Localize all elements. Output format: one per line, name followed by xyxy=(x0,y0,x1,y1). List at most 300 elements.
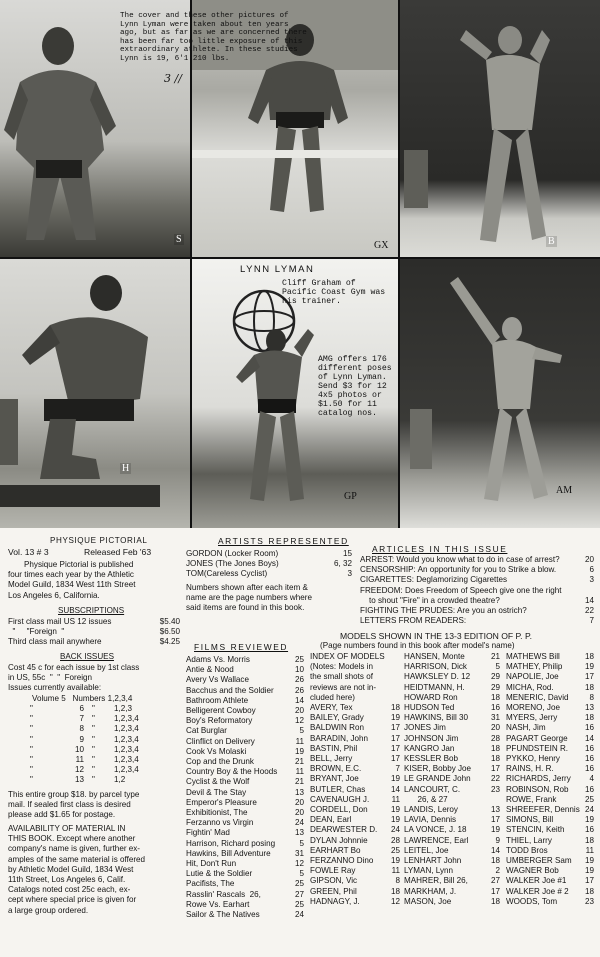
page-number: 13 xyxy=(294,787,304,797)
pencil-note: 3 // xyxy=(164,72,182,85)
film-row xyxy=(186,696,304,706)
back-issue-row xyxy=(30,745,180,755)
model-row xyxy=(506,734,594,744)
entry-name: RICHARDS, Jerry xyxy=(506,774,571,784)
page-number: 13 xyxy=(490,805,500,815)
back-issue-cell: " xyxy=(30,714,33,724)
availability-line: Catalogs noted cost 25c each, ex- xyxy=(8,885,131,895)
entry-name: GIPSON, Vic xyxy=(310,876,358,886)
entry-name: SHREEFER, Dennis xyxy=(506,805,580,815)
page-number: 5 xyxy=(299,838,304,848)
entry-name: Fightin' Mad xyxy=(186,828,230,838)
entry-name: HUDSON Ted xyxy=(404,703,455,713)
back-issue-cell: " xyxy=(92,704,95,713)
note-line: mail. If sealed first class is desired xyxy=(8,800,131,810)
note-line: please add $1.65 for postage. xyxy=(8,810,116,820)
description-line: Physique Pictorial is published xyxy=(24,560,134,569)
page-number: 29 xyxy=(490,672,500,682)
artists-list xyxy=(186,549,352,580)
page-number: 14 xyxy=(294,695,304,705)
entry-name: Harrison, Richard posing xyxy=(186,838,276,848)
back-issues-line: in US, 55c " " Foreign xyxy=(8,673,93,683)
initial-label: S xyxy=(176,234,182,245)
page-number: 18 xyxy=(390,886,400,896)
page-number: 20 xyxy=(584,555,594,564)
page-number: 11 xyxy=(585,845,594,855)
entry-name: Cop and the Drunk xyxy=(186,757,254,767)
back-issue-cell: " xyxy=(30,734,33,744)
page-number: 18 xyxy=(490,896,500,906)
page-number: 14 xyxy=(390,784,400,794)
availability-line: a large group ordered. xyxy=(8,905,89,915)
entry-name: WALKER Joe #1 xyxy=(506,876,567,886)
entry-name: SIMONS, Bill xyxy=(506,815,554,825)
back-issue-cell: " xyxy=(92,734,95,744)
page-number: 24 xyxy=(584,805,594,815)
subscription-row xyxy=(8,637,180,647)
back-issues-intro xyxy=(8,663,186,704)
index-note-line: the small shots of xyxy=(310,672,373,682)
film-row xyxy=(186,890,304,900)
figure-silhouette xyxy=(400,0,600,257)
subscriptions-heading: SUBSCRIPTIONS xyxy=(58,606,125,615)
model-row xyxy=(506,774,594,784)
back-issue-cell: 10 xyxy=(74,744,84,754)
back-issue-cell: 9 xyxy=(79,734,84,744)
model-row xyxy=(506,672,594,682)
models-heading: MODELS SHOWN IN THE 13-3 EDITION OF P. P. xyxy=(340,631,532,641)
page-number: 16 xyxy=(490,703,500,713)
page-number: 29 xyxy=(490,682,500,692)
entry-name: MASON, Joe xyxy=(404,896,452,906)
subscription-type: First class mail US 12 issues xyxy=(8,617,112,626)
page-number: 19 xyxy=(390,774,400,784)
entry-name: KANGRO Jan xyxy=(404,743,455,753)
model-row xyxy=(310,856,400,866)
initial-label: GP xyxy=(344,491,357,502)
page-number: 19 xyxy=(584,866,594,876)
page-number: 17 xyxy=(390,733,400,743)
entry-name: Emperor's Pleasure xyxy=(186,797,257,807)
back-issue-cell: 1,2,3,4 xyxy=(114,755,139,765)
models-column-3 xyxy=(506,652,594,907)
page-number: 17 xyxy=(490,886,500,896)
film-row xyxy=(186,910,304,920)
back-issue-cell: 11 xyxy=(75,755,84,765)
entry-name: LAWRENCE, Earl xyxy=(404,835,469,845)
back-issues-volume: Volume 5 Numbers 1,2,3,4 xyxy=(32,693,133,703)
model-row xyxy=(404,774,500,784)
entry-name: MAHRER, Bill 26, xyxy=(404,876,468,886)
page-number: 3 xyxy=(347,569,352,579)
page-number: 24 xyxy=(294,818,304,828)
model-row xyxy=(404,856,500,866)
subscription-price: $5.40 xyxy=(159,617,180,626)
back-issue-row xyxy=(30,755,180,765)
back-issue-row xyxy=(30,714,180,724)
entry-name: BELL, Jerry xyxy=(310,754,353,764)
back-issues-heading: BACK ISSUES xyxy=(60,652,114,661)
page-number: 11 xyxy=(295,767,304,777)
initial-label: B xyxy=(548,236,555,247)
subscriptions-table xyxy=(8,617,180,648)
entry-name: Rowe Vs. Earhart xyxy=(186,899,250,909)
page-number: 28 xyxy=(490,733,500,743)
page-number: 11 xyxy=(295,736,304,746)
model-row xyxy=(404,825,500,835)
model-row xyxy=(506,652,594,662)
page-number: 18 xyxy=(584,886,594,896)
page-number: 18 xyxy=(584,835,594,845)
model-row xyxy=(404,785,500,795)
availability-line: cept where special price is given for xyxy=(8,895,137,905)
entry-name: MATHEY, Philip xyxy=(506,662,563,672)
entry-name: ROBINSON, Rob xyxy=(506,784,569,794)
article-row xyxy=(360,586,594,596)
entry-name: CORDELL, Don xyxy=(310,805,368,815)
page-number: 27 xyxy=(294,889,304,899)
entry-name: DEARWESTER D. xyxy=(310,825,378,835)
back-issue-cell: 1,2,3,4 xyxy=(114,765,139,775)
back-issue-cell: 6 xyxy=(79,704,84,713)
model-row xyxy=(404,703,500,713)
model-row xyxy=(404,805,500,815)
page-number: 17 xyxy=(390,754,400,764)
models-column-2 xyxy=(404,652,500,907)
page-number: 8 xyxy=(589,692,594,702)
availability-section xyxy=(8,824,188,916)
page-number: 18 xyxy=(584,652,594,661)
entry-name: HAWKINS, Bill 30 xyxy=(404,713,469,723)
index-note-line: reviews are not in- xyxy=(310,682,377,692)
model-row xyxy=(404,744,500,754)
artists-heading: ARTISTS REPRESENTED xyxy=(218,536,349,546)
page-number: 17 xyxy=(490,764,500,774)
page-number: 19 xyxy=(584,815,594,825)
note-line: This entire group $18. by parcel type xyxy=(8,790,140,799)
film-row xyxy=(186,665,304,675)
article-row xyxy=(360,565,594,575)
model-row xyxy=(310,876,400,886)
page-number: 23 xyxy=(490,784,500,794)
entry-name: MYERS, Jerry xyxy=(506,713,558,723)
page-number: 25 xyxy=(584,794,594,804)
model-row xyxy=(310,785,400,795)
entry-name: Belligerent Cowboy xyxy=(186,706,256,716)
model-row xyxy=(506,815,594,825)
photo-h xyxy=(0,259,190,528)
masthead-title: PHYSIQUE PICTORIAL xyxy=(50,536,148,545)
photo-b xyxy=(400,0,600,257)
description-line: Model Guild, 1834 West 11th Street xyxy=(8,580,136,590)
film-row xyxy=(186,849,304,859)
page-number: 16 xyxy=(584,743,594,753)
article-row xyxy=(360,596,594,606)
film-row xyxy=(186,798,304,808)
model-row xyxy=(310,887,400,897)
page-number: 15 xyxy=(342,549,352,558)
entry-name: CIGARETTES: Deglamorizing Cigarettes xyxy=(360,575,508,585)
model-row xyxy=(310,836,400,846)
model-row xyxy=(310,825,400,835)
entry-name: RAINS, H. R. xyxy=(506,764,554,774)
entry-name: STENCIN, Keith xyxy=(506,825,565,835)
index-sheet xyxy=(0,528,600,957)
subscription-row xyxy=(8,617,180,627)
back-issue-row xyxy=(30,704,180,714)
entry-name: Hit, Don't Run xyxy=(186,859,237,869)
entry-name: BASTIN, Phil xyxy=(310,743,358,753)
model-row xyxy=(506,897,594,907)
page-number: 17 xyxy=(490,815,500,825)
trainer-caption: Cliff Graham of Pacific Coast Gym was his trainer. xyxy=(282,279,386,306)
back-issue-cell: " xyxy=(92,724,95,734)
initial-label: AM xyxy=(556,485,573,496)
entry-name: BUTLER, Chas xyxy=(310,784,366,794)
entry-name: Devil & The Stay xyxy=(186,787,247,797)
entry-name: HARRISON, Dick xyxy=(404,662,467,672)
model-row xyxy=(404,846,500,856)
model-row xyxy=(506,683,594,693)
artist-row xyxy=(186,549,352,559)
film-row xyxy=(186,818,304,828)
page-number: 25 xyxy=(294,899,304,909)
page-number: 26 xyxy=(294,675,304,685)
artist-row xyxy=(186,569,352,579)
entry-name: Hawkins, Bill Adventure xyxy=(186,848,271,858)
index-note-line: (Notes: Models in xyxy=(310,662,373,672)
entry-name: KISER, Bobby Joe xyxy=(404,764,472,774)
entry-name: DEAN, Earl xyxy=(310,815,352,825)
page-number: 2 xyxy=(495,866,500,876)
page-number: 21 xyxy=(294,757,304,767)
model-row xyxy=(404,683,500,693)
entry-name: TODD Bros xyxy=(506,845,548,855)
page-number: 24 xyxy=(390,825,400,835)
page-number: 20 xyxy=(294,797,304,807)
page-number: 18 xyxy=(584,713,594,723)
model-row xyxy=(404,652,500,662)
back-issue-cell: 1,2,3,4 xyxy=(114,734,139,744)
page-number: 25 xyxy=(390,845,400,855)
page-number: 19 xyxy=(390,805,400,815)
back-issues-table xyxy=(30,704,180,786)
availability-line: company's name is given, further ex- xyxy=(8,844,141,854)
film-row xyxy=(186,839,304,849)
film-row xyxy=(186,900,304,910)
model-row xyxy=(404,887,500,897)
model-row xyxy=(404,754,500,764)
page-number: 31 xyxy=(490,713,500,723)
artists-note xyxy=(186,583,352,614)
article-row xyxy=(360,555,594,565)
model-row xyxy=(310,795,400,805)
description-line: four times each year by the Athletic xyxy=(8,570,134,580)
page-number: 5 xyxy=(299,869,304,879)
model-row xyxy=(310,774,400,784)
entry-name: WOODS, Tom xyxy=(506,896,558,906)
film-row xyxy=(186,706,304,716)
model-row xyxy=(506,795,594,805)
models-subheading: (Page numbers found in this book after model's name) xyxy=(320,641,515,650)
availability-line: by Athletic Model Guild, 1834 West xyxy=(8,864,134,874)
entry-name: NASH, Jim xyxy=(506,723,546,733)
article-row xyxy=(360,616,594,626)
model-row xyxy=(404,897,500,907)
entry-name: LAVIA, Dennis xyxy=(404,815,457,825)
page-number: 18 xyxy=(490,743,500,753)
volume-number: Vol. 13 # 3 xyxy=(8,547,49,557)
page-number: 19 xyxy=(390,856,400,866)
page-number: 16 xyxy=(584,825,594,835)
page-number: 27 xyxy=(490,876,500,886)
model-row xyxy=(310,723,400,733)
film-row xyxy=(186,757,304,767)
back-issue-cell: " xyxy=(30,724,33,734)
entry-name: Bathroom Athlete xyxy=(186,695,249,705)
page-number: 7 xyxy=(589,616,594,626)
entry-name: MENERIC, David xyxy=(506,692,569,702)
entry-name: WALKER Joe # 2 xyxy=(506,886,569,896)
entry-name: to shout "Fire" in a crowded theatre? xyxy=(360,595,500,605)
note-line: said items are found in this book. xyxy=(186,603,305,613)
back-issue-cell: 7 xyxy=(79,714,84,724)
model-row xyxy=(404,723,500,733)
page-number: 17 xyxy=(584,672,594,682)
index-note-line: cluded here) xyxy=(310,692,355,702)
back-issue-cell: 12 xyxy=(74,765,84,775)
entry-name: MICHA, Rod. xyxy=(506,682,554,692)
film-row xyxy=(186,716,304,726)
model-row xyxy=(310,713,400,723)
page-number: 18 xyxy=(584,682,594,692)
entry-name: EARHART Bo xyxy=(310,845,361,855)
model-row xyxy=(310,805,400,815)
entry-name: MATHEWS Bill xyxy=(506,652,560,661)
model-row xyxy=(404,876,500,886)
film-row xyxy=(186,777,304,787)
model-row xyxy=(404,836,500,846)
entry-name: BALDWIN Ron xyxy=(310,723,364,733)
subscription-price: $6.50 xyxy=(159,627,180,637)
articles-heading: ARTICLES IN THIS ISSUE xyxy=(372,544,508,554)
article-row xyxy=(360,575,594,585)
model-row xyxy=(506,846,594,856)
description-line: Los Angeles 6, California. xyxy=(8,590,100,600)
film-row xyxy=(186,788,304,798)
back-issue-cell: " xyxy=(92,744,95,754)
page-number: 6 xyxy=(589,565,594,575)
entry-name: Cyclist & the Wolf xyxy=(186,777,250,787)
entry-name: LETTERS FROM READERS: xyxy=(360,616,467,626)
entry-name: WAGNER Bob xyxy=(506,866,559,876)
film-row xyxy=(186,726,304,736)
entry-name: LE GRANDE John xyxy=(404,774,471,784)
film-row xyxy=(186,859,304,869)
subscription-type: " "Foreign " xyxy=(8,627,65,637)
entry-name: LA VONCE, J. 18 xyxy=(404,825,467,835)
page-number: 20 xyxy=(490,723,500,733)
entry-name: NAPOLIE, Joe xyxy=(506,672,559,682)
page-number: 9 xyxy=(495,835,500,845)
page-number: 25 xyxy=(294,655,304,664)
entry-name: Boy's Reformatory xyxy=(186,716,253,726)
page-number: 20 xyxy=(294,706,304,716)
film-row xyxy=(186,869,304,879)
model-row xyxy=(506,805,594,815)
entry-name: ARREST: Would you know what to do in case of arrest? xyxy=(360,555,560,564)
page-number: 12 xyxy=(294,716,304,726)
model-row xyxy=(404,815,500,825)
availability-line: 11th Street, Los Angeles 6, Calif. xyxy=(8,875,126,885)
entry-name: PFUNDSTEIN R. xyxy=(506,743,569,753)
page-number: 16 xyxy=(584,754,594,764)
entry-name: CENSORSHIP: An opportunity for you to Strike a blow. xyxy=(360,565,557,575)
availability-body xyxy=(8,834,188,916)
page-number: 14 xyxy=(584,733,594,743)
back-issue-cell: 1,2,3,4 xyxy=(114,744,139,754)
lynn-lyman-title: LYNN LYMAN xyxy=(240,264,315,275)
page-number: 22 xyxy=(584,606,594,616)
initial-label: GX xyxy=(374,240,389,251)
page-number: 16 xyxy=(584,723,594,733)
page-number: 19 xyxy=(584,856,594,866)
photo-gp xyxy=(192,259,398,528)
film-row xyxy=(186,879,304,889)
entry-name: FIGHTING THE PRUDES: Are you an ostrich? xyxy=(360,606,527,616)
entry-name: FOWLE Ray xyxy=(310,866,356,876)
page-number: 12 xyxy=(294,859,304,869)
back-issue-cell: " xyxy=(92,714,95,724)
entry-name: TOM(Careless Cyclist) xyxy=(186,569,268,579)
page-number: 11 xyxy=(391,794,400,804)
entry-name: KESSLER Bob xyxy=(404,754,458,764)
model-row xyxy=(310,734,400,744)
entry-name: THIEL, Larry xyxy=(506,835,552,845)
entry-name: MORENO, Joe xyxy=(506,703,560,713)
model-row xyxy=(506,836,594,846)
back-issue-cell: 1,2,3 xyxy=(114,704,133,713)
entry-name: HAWKSLEY D. 12 xyxy=(404,672,471,682)
page-number: 28 xyxy=(390,835,400,845)
page-number: 26 xyxy=(294,685,304,695)
entry-name: ROWE, Frank xyxy=(506,794,557,804)
model-row xyxy=(404,734,500,744)
entry-name: DYLAN Johnnie xyxy=(310,835,368,845)
film-row xyxy=(186,767,304,777)
entry-name: HANSEN, Monte xyxy=(404,652,465,661)
masthead-description xyxy=(8,560,186,601)
model-row xyxy=(506,887,594,897)
page-number: 17 xyxy=(390,723,400,733)
film-row xyxy=(186,828,304,838)
entry-name: UMBERGER Sam xyxy=(506,856,572,866)
back-issue-row xyxy=(30,724,180,734)
subscription-price: $4.25 xyxy=(159,637,180,647)
back-issue-cell: " xyxy=(92,765,95,775)
page-number: 4 xyxy=(589,774,594,784)
films-list xyxy=(186,655,304,920)
page-number: 14 xyxy=(584,595,594,605)
entry-name: Cook Vs Molaski xyxy=(186,746,247,756)
model-row xyxy=(310,764,400,774)
entry-name: Bacchus and the Soldier xyxy=(186,685,274,695)
films-heading: FILMS REVIEWED xyxy=(194,642,289,652)
model-row xyxy=(506,785,594,795)
film-row xyxy=(186,655,304,665)
model-row xyxy=(310,754,400,764)
entry-name: Country Boy & the Hoods xyxy=(186,767,278,777)
